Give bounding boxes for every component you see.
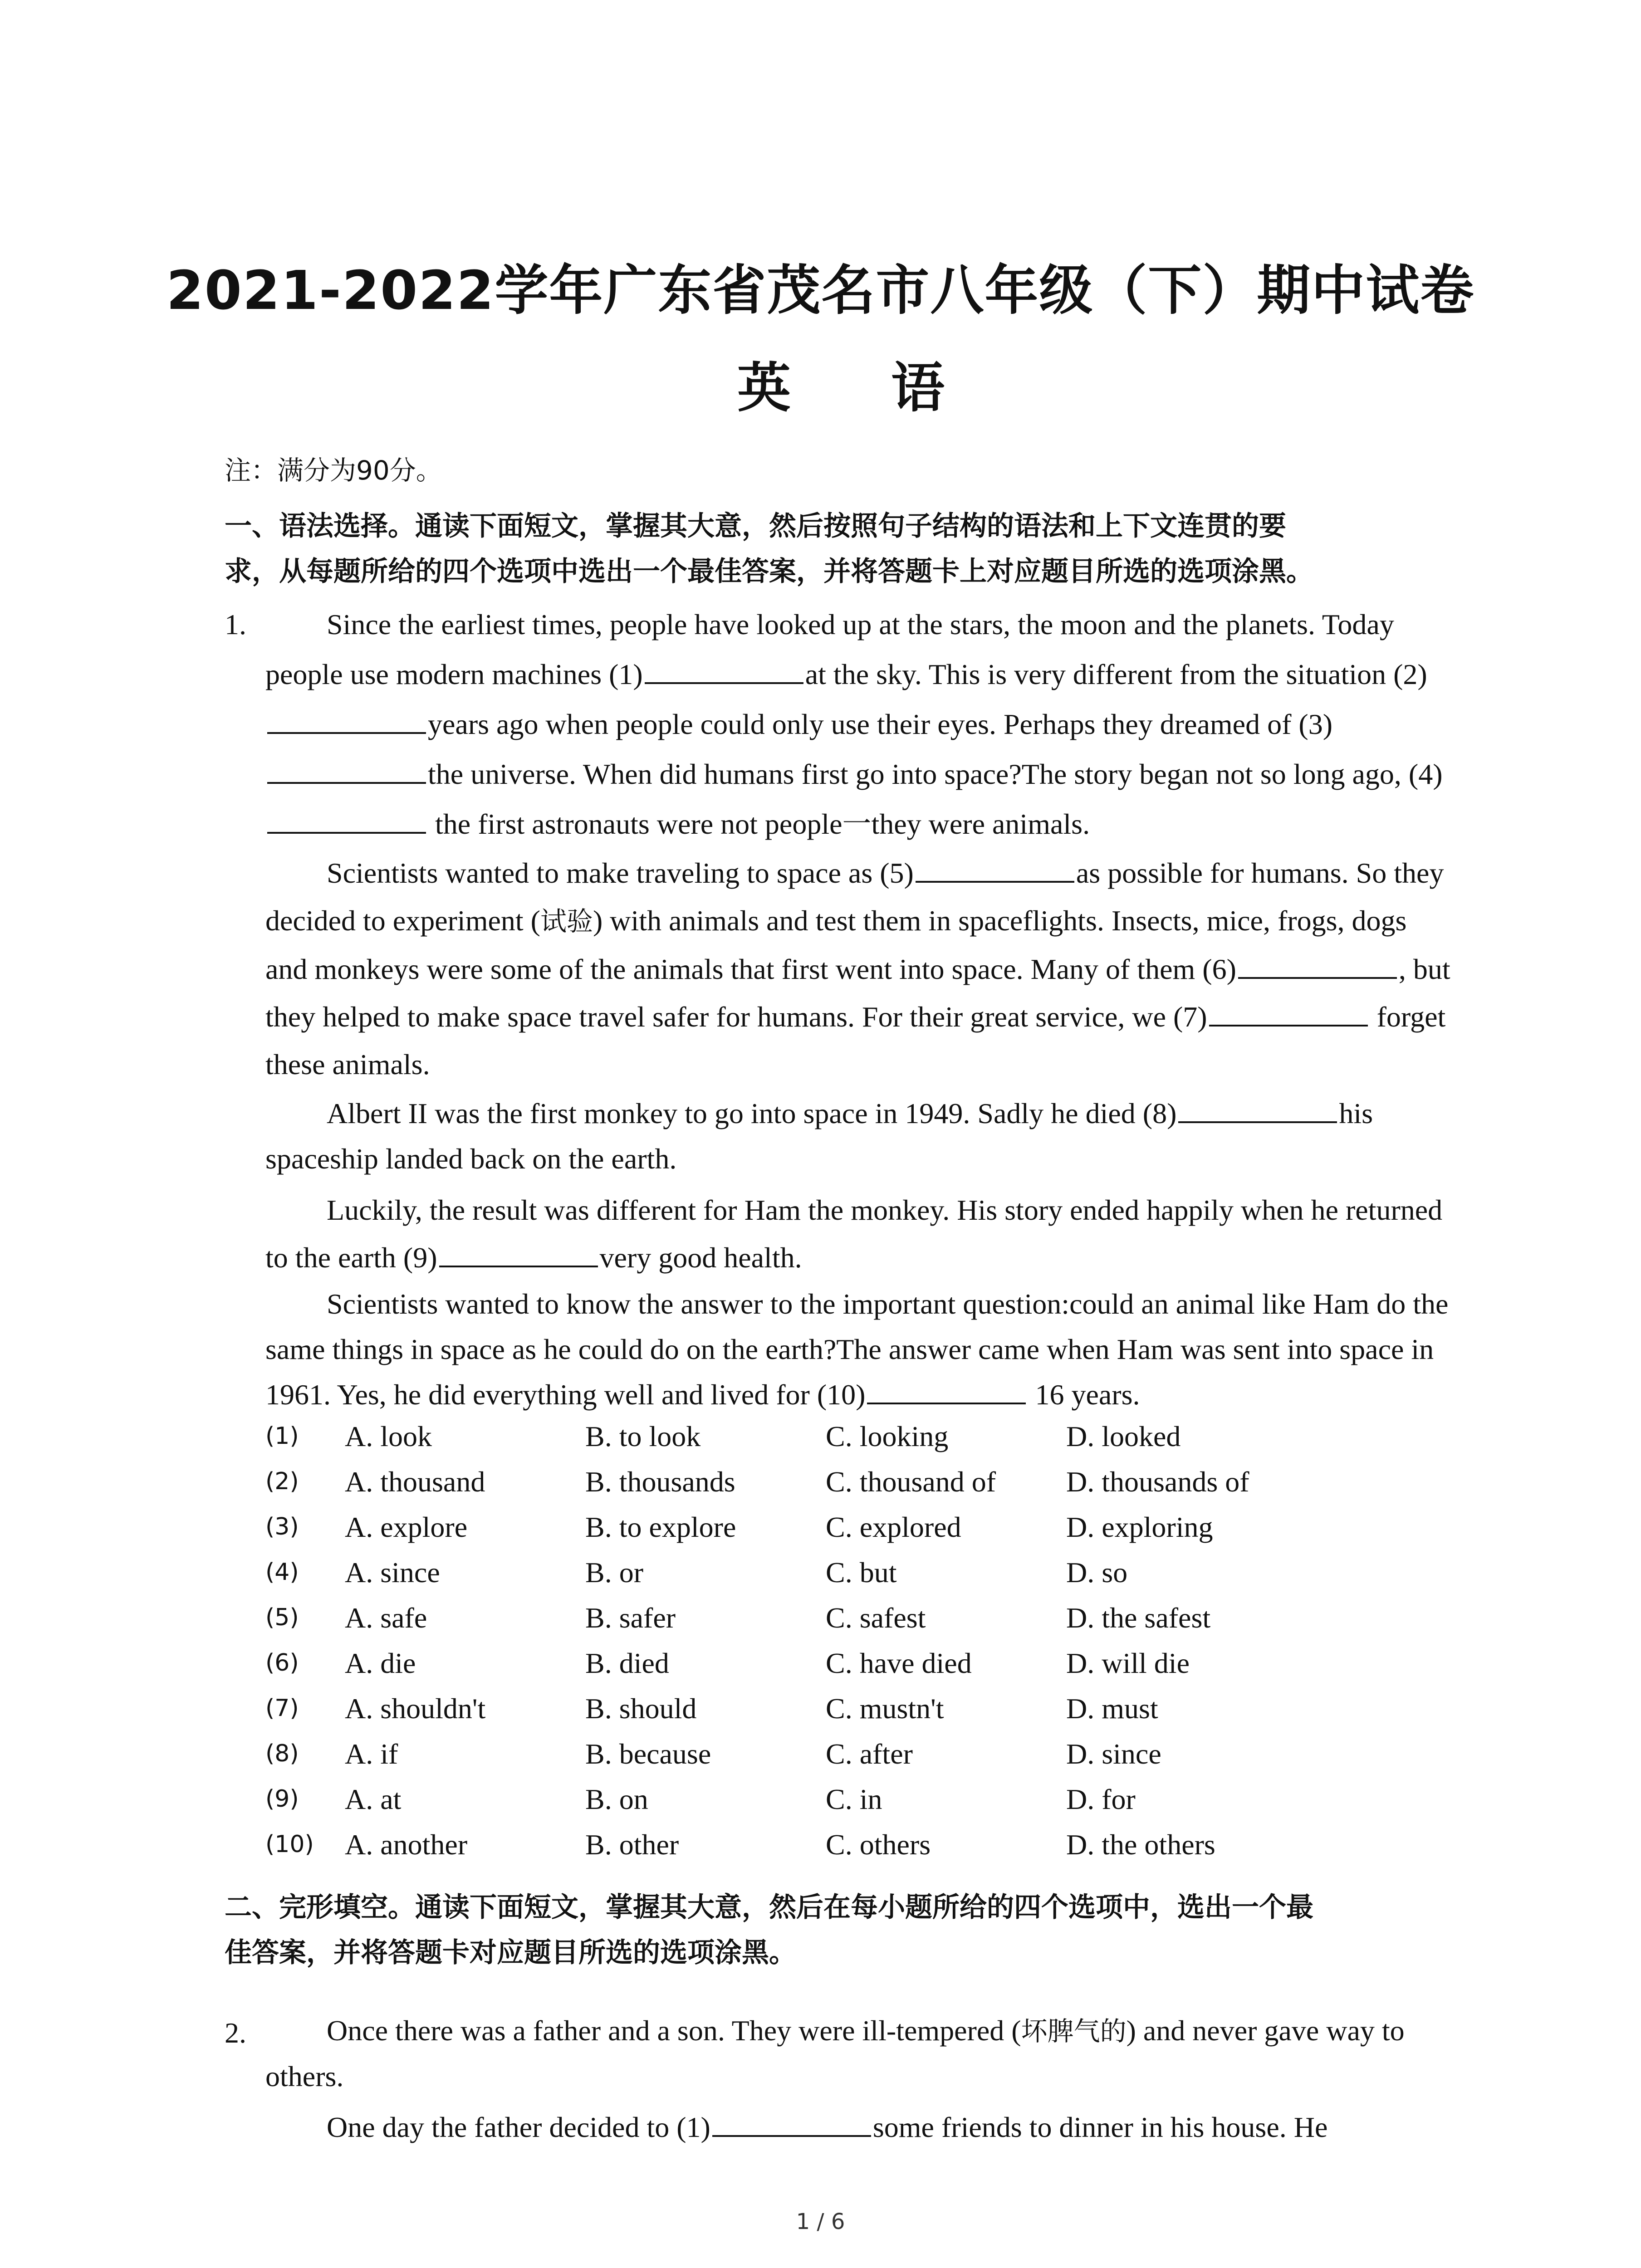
question-number-1: 1. <box>225 608 246 640</box>
p2-text-b: as possible for humans. So they decided to experiment ( <box>265 857 1444 937</box>
s2p2-text-b: some friends to dinner in his house. He <box>872 2111 1328 2143</box>
option-b[interactable]: B. safer <box>585 1602 676 1634</box>
p2-text-d: , but they helped to make space travel safer for humans. For their great service, we (7) <box>265 953 1450 1033</box>
blank-6[interactable] <box>1238 950 1397 979</box>
question-number-2: 2. <box>225 2017 246 2049</box>
option-b[interactable]: B. to explore <box>585 1511 736 1543</box>
option-number: (2) <box>265 1468 299 1495</box>
option-row <box>265 1601 1454 1647</box>
option-c[interactable]: C. thousand of <box>826 1466 996 1498</box>
p5-text-b: 16 years. <box>1028 1378 1140 1411</box>
blank-10[interactable] <box>867 1375 1026 1404</box>
passage2-paragraph2 <box>265 2105 1454 2150</box>
option-b[interactable]: B. or <box>585 1556 643 1589</box>
option-d[interactable]: D. for <box>1066 1783 1136 1815</box>
option-number: (5) <box>265 1604 299 1631</box>
passage1-paragraph2 <box>265 849 1454 1088</box>
section1-heading-line1: 一、语法选择。通读下面短文，掌握其大意，然后按照句子结构的语法和上下文连贯的要 <box>225 510 1286 542</box>
option-b[interactable]: B. should <box>585 1692 697 1725</box>
option-c[interactable]: C. explored <box>826 1511 961 1543</box>
option-a[interactable]: A. since <box>345 1556 440 1589</box>
option-a[interactable]: A. if <box>345 1738 398 1770</box>
p5-text-a: Scientists wanted to know the answer to the important question:could an animal like Ham do the same things in space as he could do on the earth?The answer came when Ham was sent into space in 1961. Yes, he did everything well and lived for (10) <box>265 1288 1449 1411</box>
blank-4[interactable] <box>267 805 426 834</box>
option-d[interactable]: D. the others <box>1066 1828 1215 1861</box>
option-row <box>265 1420 1454 1465</box>
section1-heading <box>225 503 1450 594</box>
option-b[interactable]: B. thousands <box>585 1466 735 1498</box>
option-number: (6) <box>265 1649 299 1677</box>
option-a[interactable]: A. another <box>345 1828 468 1861</box>
passage1-paragraph4 <box>265 1186 1454 1281</box>
blank-3[interactable] <box>267 755 426 784</box>
page-title: 2021-2022学年广东省茂名市八年级（下）期中试卷 <box>166 259 1475 322</box>
option-c[interactable]: C. safest <box>826 1602 926 1634</box>
option-d[interactable]: D. thousands of <box>1066 1466 1249 1498</box>
option-row <box>265 1510 1454 1556</box>
option-a[interactable]: A. safe <box>345 1602 427 1634</box>
score-note: 注：满分为90分。 <box>225 455 442 486</box>
option-a[interactable]: A. thousand <box>345 1466 485 1498</box>
option-number: (8) <box>265 1740 299 1767</box>
option-d[interactable]: D. exploring <box>1066 1511 1213 1543</box>
option-number: (9) <box>265 1785 299 1813</box>
option-row <box>265 1828 1454 1873</box>
option-number: (1) <box>265 1422 299 1450</box>
option-a[interactable]: A. explore <box>345 1511 468 1543</box>
p1-text-e: the first astronauts were not people一they were animals. <box>428 808 1090 840</box>
s2p1-text-b: ) and never gave way to others. <box>265 2014 1405 2092</box>
blank-9[interactable] <box>439 1238 598 1267</box>
passage2-paragraph1 <box>265 2008 1454 2099</box>
option-c[interactable]: C. after <box>826 1738 913 1770</box>
option-row <box>265 1692 1454 1737</box>
s2p1-text-a: Once there was a father and a son. They were ill-tempered ( <box>327 2014 1021 2047</box>
p1-text-d: the universe. When did humans first go into space?The story began not so long ago, (4) <box>428 758 1443 790</box>
option-d[interactable]: D. since <box>1066 1738 1161 1770</box>
p2-text-e: forget these animals. <box>265 1001 1446 1080</box>
blank-1[interactable] <box>645 655 803 684</box>
option-c[interactable]: C. others <box>826 1828 931 1861</box>
option-number: (3) <box>265 1513 299 1540</box>
p1-text-b: at the sky. This is very different from the situation (2) <box>805 658 1427 690</box>
option-a[interactable]: A. shouldn't <box>345 1692 486 1725</box>
option-c[interactable]: C. but <box>826 1556 897 1589</box>
option-b[interactable]: B. because <box>585 1738 711 1770</box>
section2-heading <box>225 1885 1450 1975</box>
p1-text-c: years ago when people could only use their eyes. Perhaps they dreamed of (3) <box>428 708 1332 740</box>
option-row <box>265 1647 1454 1692</box>
s2p2-text-a: One day the father decided to (1) <box>327 2111 710 2143</box>
option-d[interactable]: D. the safest <box>1066 1602 1211 1634</box>
option-c[interactable]: C. have died <box>826 1647 972 1679</box>
option-row <box>265 1737 1454 1783</box>
option-d[interactable]: D. looked <box>1066 1420 1181 1452</box>
p1-text-a: Since the earliest times, people have looked up at the stars, the moon and the planets. Today people use modern machines (1) <box>265 608 1394 690</box>
blank-5[interactable] <box>916 854 1074 883</box>
option-row <box>265 1556 1454 1601</box>
option-row <box>265 1465 1454 1510</box>
blank-7[interactable] <box>1209 997 1368 1026</box>
option-row <box>265 1783 1454 1828</box>
options-list <box>265 1420 1454 1873</box>
section2-heading-line1: 二、完形填空。通读下面短文，掌握其大意，然后在每小题所给的四个选项中，选出一个最 <box>225 1892 1313 1923</box>
option-d[interactable]: D. will die <box>1066 1647 1190 1679</box>
option-b[interactable]: B. to look <box>585 1420 701 1452</box>
option-b[interactable]: B. other <box>585 1828 679 1861</box>
option-c[interactable]: C. in <box>826 1783 882 1815</box>
option-d[interactable]: D. must <box>1066 1692 1158 1725</box>
p4-text-b: very good health. <box>599 1242 802 1274</box>
option-d[interactable]: D. so <box>1066 1556 1128 1589</box>
option-number: (10) <box>265 1831 314 1858</box>
passage1-paragraph5 <box>265 1281 1454 1418</box>
p2-chinese-gloss: 试验 <box>540 906 593 937</box>
s2-blank-1[interactable] <box>712 2108 871 2137</box>
option-number: (4) <box>265 1559 299 1586</box>
p3-text-a: Albert II was the first monkey to go into space in 1949. Sadly he died (8) <box>327 1097 1177 1129</box>
option-b[interactable]: B. died <box>585 1647 669 1679</box>
page-number: 1 / 6 <box>796 2209 845 2234</box>
p2-text-a: Scientists wanted to make traveling to space as (5) <box>327 857 914 889</box>
p3-text-b: his spaceship landed back on the earth. <box>265 1097 1373 1175</box>
option-c[interactable]: C. mustn't <box>826 1692 944 1725</box>
subject-title: 英 语 <box>737 357 986 419</box>
passage1-paragraph1 <box>265 600 1454 849</box>
option-number: (7) <box>265 1695 299 1722</box>
option-c[interactable]: C. looking <box>826 1420 949 1452</box>
s2p1-chinese-gloss: 坏脾气的 <box>1021 2016 1127 2047</box>
option-b[interactable]: B. on <box>585 1783 648 1815</box>
p2-text-c: ) with animals and test them in spaceflights. Insects, mice, frogs, dogs and monkeys were some of the animals that first went into space. Many of them (6) <box>265 904 1407 985</box>
option-a[interactable]: A. die <box>345 1647 416 1679</box>
blank-2[interactable] <box>267 705 426 734</box>
section2-heading-line2: 佳答案，并将答题卡对应题目所选的选项涂黑。 <box>225 1937 796 1969</box>
option-a[interactable]: A. at <box>345 1783 402 1815</box>
p4-text-a: Luckily, the result was different for Ham the monkey. His story ended happily when he returned to the earth (9) <box>265 1194 1443 1274</box>
blank-8[interactable] <box>1178 1094 1337 1123</box>
passage1-paragraph3 <box>265 1091 1454 1182</box>
section1-heading-line2: 求，从每题所给的四个选项中选出一个最佳答案，并将答题卡上对应题目所选的选项涂黑。 <box>225 556 1313 587</box>
option-a[interactable]: A. look <box>345 1420 432 1452</box>
